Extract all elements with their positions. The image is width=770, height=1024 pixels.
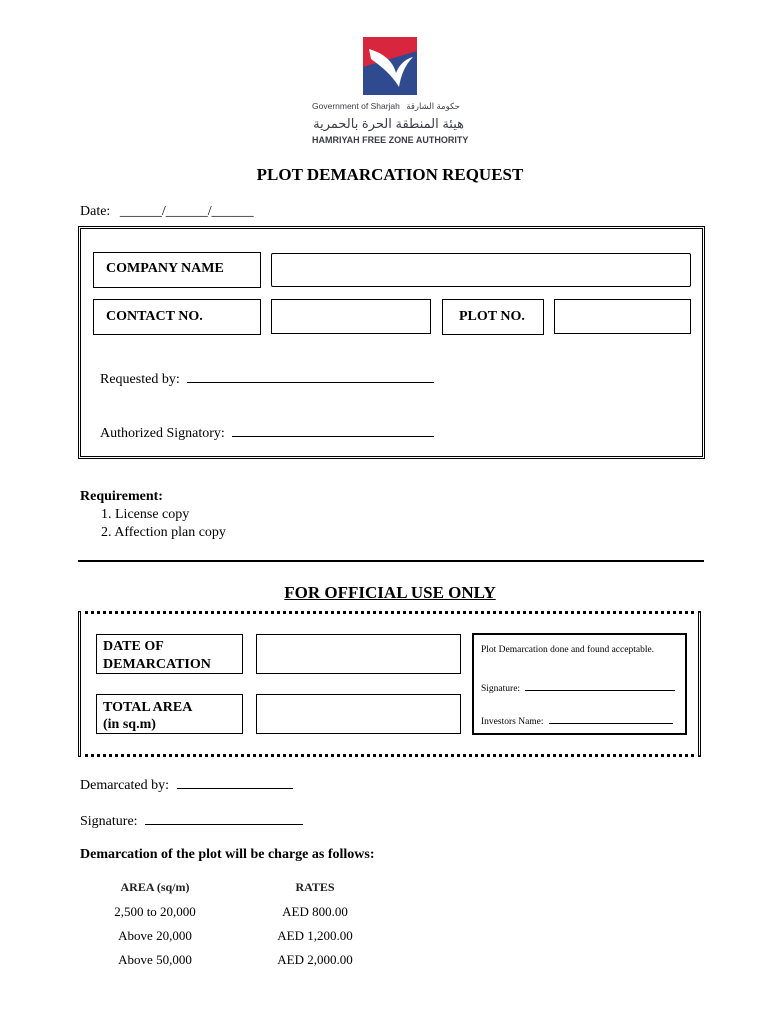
- bird-emblem-icon: [363, 37, 417, 95]
- investors-name-label: Investors Name:: [481, 717, 544, 727]
- investors-name-line: [481, 714, 673, 727]
- acceptance-signature-label: Signature:: [481, 684, 521, 694]
- requirement-item: 2. Affection plan copy: [101, 525, 226, 540]
- rates-cell-rate: AED 800.00: [282, 904, 348, 919]
- demarcated-by-label: Demarcated by:: [80, 778, 170, 793]
- date-of-demarcation-input[interactable]: [256, 634, 461, 674]
- logo-government-ar: حكومة الشارقة: [406, 101, 460, 111]
- investors-name-field[interactable]: [549, 714, 673, 724]
- signature-label: Signature:: [80, 814, 138, 829]
- rates-cell-area: Above 20,000: [118, 928, 192, 943]
- section-divider: [78, 560, 704, 562]
- rates-cell-rate: AED 1,200.00: [277, 928, 353, 943]
- contact-no-input[interactable]: [271, 299, 431, 334]
- logo-government-en: Government of Sharjah: [312, 101, 400, 111]
- authorized-signatory-label: Authorized Signatory:: [100, 426, 225, 441]
- logo-authority-ar: هيئة المنطقة الحرة بالحمرية: [313, 116, 464, 131]
- rates-cell-rate: AED 2,000.00: [277, 952, 353, 967]
- signature-line: [80, 812, 303, 830]
- company-name-label: COMPANY NAME: [93, 252, 261, 288]
- rates-cell-area: Above 50,000: [118, 952, 192, 967]
- plot-no-label: PLOT NO.: [442, 299, 544, 335]
- demarcated-by-line: [80, 776, 293, 794]
- rates-header-rates: RATES: [295, 880, 335, 894]
- date-of-demarcation-label: DATE OF DEMARCATION: [96, 634, 243, 674]
- official-use-heading: FOR OFFICIAL USE ONLY: [284, 583, 496, 602]
- logo-authority-en: HAMRIYAH FREE ZONE AUTHORITY: [312, 135, 469, 145]
- signature-field[interactable]: [145, 812, 303, 825]
- plot-no-input[interactable]: [554, 299, 691, 334]
- total-area-label: TOTAL AREA (in sq.m): [96, 694, 243, 734]
- rates-header-area: AREA (sq/m): [120, 880, 190, 894]
- acceptance-text: Plot Demarcation done and found acceptable.: [481, 645, 655, 655]
- requirement-item: 1. License copy: [101, 507, 190, 522]
- requested-by-line: [100, 370, 434, 388]
- acceptance-signature-field[interactable]: [525, 681, 675, 691]
- date-blank[interactable]: ______/______/______: [119, 204, 254, 219]
- total-area-input[interactable]: [256, 694, 461, 734]
- company-name-input[interactable]: [271, 253, 691, 287]
- charge-heading: Demarcation of the plot will be charge as follows:: [80, 847, 375, 862]
- authorized-signatory-line: [100, 424, 434, 442]
- requirement-heading: Requirement:: [80, 489, 163, 504]
- demarcated-by-field[interactable]: [177, 776, 293, 789]
- acceptance-box: [472, 633, 687, 735]
- page-title: PLOT DEMARCATION REQUEST: [256, 165, 524, 184]
- acceptance-signature-line: [481, 681, 675, 694]
- rates-cell-area: 2,500 to 20,000: [114, 904, 196, 919]
- authorized-signatory-field[interactable]: [232, 424, 434, 437]
- date-line: [80, 204, 254, 220]
- hfza-logo: [300, 34, 475, 149]
- date-label: Date:: [80, 204, 111, 219]
- requested-by-field[interactable]: [187, 370, 434, 383]
- requested-by-label: Requested by:: [100, 372, 180, 387]
- contact-no-label: CONTACT NO.: [93, 299, 261, 335]
